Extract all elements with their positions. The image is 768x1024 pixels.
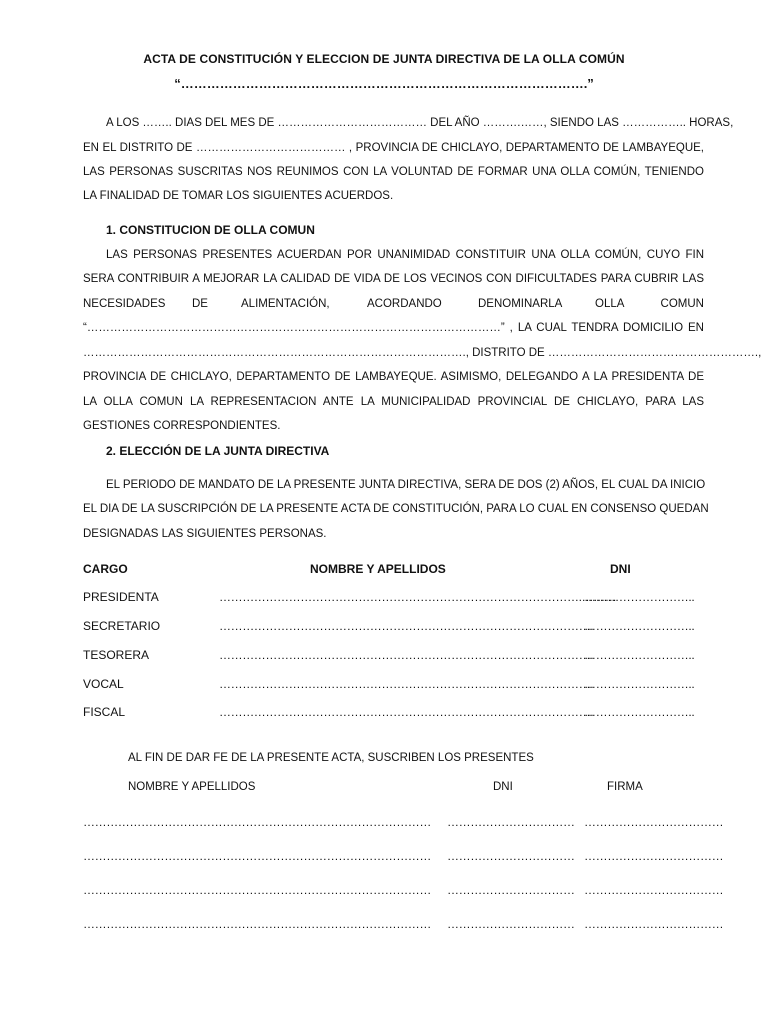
intro-line: LAS PERSONAS SUSCRITAS NOS REUNIMOS CON LA VOLUNTAD DE FORMAR UNA OLLA COMÚN, TENIENDO — [83, 166, 704, 178]
signature-header-firma: FIRMA — [607, 781, 643, 793]
board-header-cargo: CARGO — [83, 562, 128, 576]
signature-header-name: NOMBRE Y APELLIDOS — [128, 781, 256, 793]
board-cargo: TESORERA — [83, 648, 150, 662]
board-name-blank: ……………………………………………………………………………………. — [219, 677, 594, 691]
word-olla: OLLA — [595, 298, 625, 310]
intro-line: EN EL DISTRITO DE ………………………………… , PROVINCIA DE CHICLAYO, DEPARTAMENTO DE LAMBAYEQUE, — [83, 142, 704, 154]
signature-name-blank: ……………………………………………………………………………… — [83, 883, 432, 897]
board-cargo: VOCAL — [83, 677, 124, 691]
board-name-blank: ……………………………………………………………………………………. — [219, 619, 594, 633]
signature-dni-blank: …………………………… — [447, 883, 575, 897]
document-title: ACTA DE CONSTITUCIÓN Y ELECCION DE JUNTA DIRECTIVA DE LA OLLA COMÚN — [143, 52, 625, 66]
olla-name-blank: “………………………………………………………………………………….” — [174, 76, 594, 91]
section-2-line: DESIGNADAS LAS SIGUIENTES PERSONAS. — [83, 528, 327, 540]
board-cargo: FISCAL — [83, 705, 126, 719]
word-acordando: ACORDANDO — [367, 298, 442, 310]
closing-statement: AL FIN DE DAR FE DE LA PRESENTE ACTA, SUSCRIBEN LOS PRESENTES — [128, 752, 534, 764]
board-dni-blank: ……………………….. — [584, 705, 695, 719]
board-header-name: NOMBRE Y APELLIDOS — [310, 562, 446, 576]
board-dni-blank: ……………………….. — [584, 590, 695, 604]
word-comun: COMUN — [660, 298, 704, 310]
section-1-line: PROVINCIA DE CHICLAYO, DEPARTAMENTO DE LAMBAYEQUE. ASIMISMO, DELEGANDO A LA PRESIDENTA DE — [83, 371, 704, 383]
section-2-line: EL DIA DE LA SUSCRIPCIÓN DE LA PRESENTE ACTA DE CONSTITUCIÓN, PARA LO CUAL EN CONSENSO QUEDAN — [83, 503, 709, 515]
section-1-line: GESTIONES CORRESPONDIENTES. — [83, 420, 281, 432]
board-name-blank: ……………………………………………………………………………………. — [219, 648, 594, 662]
section-1-line: ………………………………………………………………………………………., DISTRITO DE ………………………………………………., — [83, 347, 762, 359]
board-header-dni: DNI — [610, 562, 631, 576]
signature-dni-blank: …………………………… — [447, 815, 575, 829]
section-1-line: SERA CONTRIBUIR A MEJORAR LA CALIDAD DE VIDA DE LOS VECINOS CON DIFICULTADES PARA CUBRIR LAS — [83, 273, 704, 285]
board-dni-blank: ……………………….. — [584, 648, 695, 662]
board-cargo: PRESIDENTA — [83, 590, 159, 604]
board-cargo: SECRETARIO — [83, 619, 161, 633]
intro-line: A LOS …….. DIAS DEL MES DE ………………………………… DEL AÑO ……….……, SIENDO LAS …………….. HORAS, — [106, 117, 734, 129]
section-2-line: EL PERIODO DE MANDATO DE LA PRESENTE JUNTA DIRECTIVA, SERA DE DOS (2) AÑOS, EL CUAL DA INICIO — [106, 479, 706, 491]
signature-firma-blank: ……………………………… — [584, 849, 724, 863]
section-1-line: LA OLLA COMUN LA REPRESENTACION ANTE LA MUNICIPALIDAD PROVINCIAL DE CHICLAYO, PARA LAS — [83, 396, 704, 408]
section-2-heading: 2. ELECCIÓN DE LA JUNTA DIRECTIVA — [106, 444, 330, 458]
section-1-heading: 1. CONSTITUCION DE OLLA COMUN — [106, 223, 315, 237]
word-alimentacion: ALIMENTACIÓN, — [241, 298, 330, 310]
section-1-line: “………………………………………………………………………………………………” , LA CUAL TENDRA DOMICILIO EN — [83, 322, 704, 334]
word-necesidades: NECESIDADES — [83, 298, 166, 310]
signature-header-dni: DNI — [493, 781, 513, 793]
intro-line: LA FINALIDAD DE TOMAR LOS SIGUIENTES ACUERDOS. — [83, 190, 394, 202]
word-denominarla: DENOMINARLA — [478, 298, 563, 310]
board-name-blank: ……………………………………………………………………………………. — [219, 705, 594, 719]
board-dni-blank: ……………………….. — [584, 619, 695, 633]
signature-firma-blank: ……………………………… — [584, 883, 724, 897]
board-dni-blank: ……………………….. — [584, 677, 695, 691]
board-name-blank: ………………………………………………………………………………….……… — [219, 590, 617, 604]
signature-firma-blank: ……………………………… — [584, 815, 724, 829]
signature-name-blank: ……………………………………………………………………………… — [83, 849, 432, 863]
signature-name-blank: ……………………………………………………………………………… — [83, 917, 432, 931]
signature-dni-blank: …………………………… — [447, 849, 575, 863]
signature-dni-blank: …………………………… — [447, 917, 575, 931]
signature-name-blank: ……………………………………………………………………………… — [83, 815, 432, 829]
word-de: DE — [192, 298, 208, 310]
section-1-line: LAS PERSONAS PRESENTES ACUERDAN POR UNANIMIDAD CONSTITUIR UNA OLLA COMÚN, CUYO FIN — [106, 249, 704, 261]
signature-firma-blank: ……………………………… — [584, 917, 724, 931]
